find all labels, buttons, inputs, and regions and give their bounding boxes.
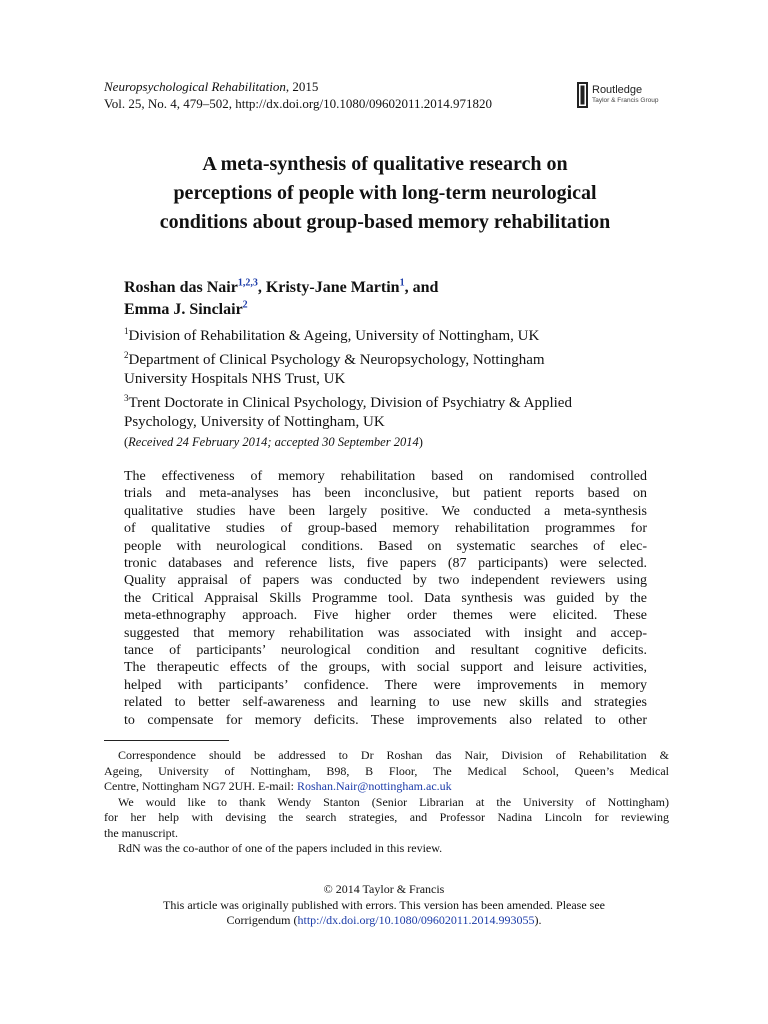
affiliation-cont: University Hospitals NHS Trust, UK bbox=[124, 371, 346, 387]
abstract-line: tronic databases and reference lists, five papers (87 participants) were selected. bbox=[124, 556, 647, 572]
footnote-line: Ageing, University of Nottingham, B98, B Floor, The Medical School, Queen’s Medical bbox=[104, 763, 669, 778]
title-line: conditions about group-based memory rehabilitation bbox=[159, 211, 611, 233]
received-paren: ) bbox=[418, 435, 423, 449]
copyright-block bbox=[0, 882, 768, 929]
routledge-mark-icon bbox=[576, 82, 589, 108]
received-paren: ( bbox=[124, 435, 129, 449]
footnote-line bbox=[104, 779, 669, 795]
abstract-line: related to better self-awareness and learning to use new skills and strategies bbox=[124, 695, 647, 711]
affiliation bbox=[124, 346, 684, 370]
author-affil-link[interactable]: 1 bbox=[399, 277, 405, 289]
footnotes bbox=[104, 748, 669, 857]
abstract-line: tance of participants’ neurological condition and resultant cognitive deficits. bbox=[124, 643, 647, 659]
corrigendum-text: Corrigendum ( bbox=[226, 913, 298, 927]
erratum-note: This article was originally published with errors. This version has been amended. Please see bbox=[163, 897, 605, 912]
abstract-line: The therapeutic effects of the groups, with social support and leisure activities, bbox=[124, 660, 647, 676]
footnote-line: for her help with devising the search strategies, and Professor Nadina Lincoln for reviewing bbox=[104, 810, 669, 824]
footnote-line: RdN was the co-author of one of the papers included in this review. bbox=[118, 841, 443, 855]
footnote-divider bbox=[104, 740, 229, 741]
abstract-line: meta-ethnography approach. Five higher order themes were elicited. These bbox=[124, 608, 647, 624]
corrigendum-line bbox=[0, 913, 768, 929]
journal-name: Neuropsychological Rehabilitation bbox=[104, 79, 286, 94]
abstract bbox=[124, 468, 647, 729]
author-name: Emma J. Sinclair bbox=[124, 301, 243, 318]
publisher-subtitle: Taylor & Francis Group bbox=[592, 97, 659, 104]
footnote-line: the manuscript. bbox=[104, 825, 178, 840]
footnote-line: We would like to thank Wendy Stanton (Senior Librarian at the University of Nottingham) bbox=[118, 794, 669, 809]
footnote-line: Correspondence should be addressed to Dr Roshan das Nair, Division of Rehabilitation & bbox=[118, 748, 669, 762]
journal-header bbox=[104, 78, 492, 112]
affiliation-text: Trent Doctorate in Clinical Psychology, Division of Psychiatry & Applied bbox=[128, 395, 572, 411]
abstract-line: helped with participants’ confidence. There were improvements in memory bbox=[124, 677, 647, 693]
email-link[interactable]: Roshan.Nair@nottingham.ac.uk bbox=[296, 779, 452, 793]
affiliation-number: 2 bbox=[124, 350, 129, 360]
author-affil-link[interactable]: 1,2,3 bbox=[237, 277, 258, 289]
abstract-line: people with neurological conditions. Based on systematic searches of elec- bbox=[124, 538, 647, 554]
affiliation-number: 1 bbox=[124, 326, 129, 336]
abstract-line: trials and meta-analyses has been inconclusive, but patient reports based on bbox=[124, 486, 647, 502]
affiliation-number: 3 bbox=[124, 393, 129, 403]
corrigendum-link[interactable]: http://dx.doi.org/10.1080/09602011.2014.993055 bbox=[297, 913, 535, 927]
abstract-line: of qualitative studies of group-based memory rehabilitation programmes for bbox=[124, 521, 647, 537]
affiliation-cont: Psychology, University of Nottingham, UK bbox=[124, 414, 385, 430]
affiliation bbox=[124, 322, 684, 346]
author-list bbox=[124, 277, 684, 321]
paper-title bbox=[90, 150, 680, 237]
affiliation bbox=[124, 389, 684, 413]
author-name: Roshan das Nair bbox=[124, 279, 238, 296]
citation: Vol. 25, No. 4, 479–502, http://dx.doi.org/10.1080/09602011.2014.971820 bbox=[104, 96, 492, 111]
abstract-line: Quality appraisal of papers was conducted by two independent reviewers using bbox=[124, 573, 647, 589]
title-line: perceptions of people with long-term neurological bbox=[173, 182, 597, 204]
affiliation-text: Department of Clinical Psychology & Neuropsychology, Nottingham bbox=[128, 352, 545, 368]
publisher-logo bbox=[576, 82, 676, 108]
abstract-line: The effectiveness of memory rehabilitation based on randomised controlled bbox=[124, 469, 647, 484]
affiliation-text: Division of Rehabilitation & Ageing, University of Nottingham, UK bbox=[128, 328, 540, 344]
received-text: Received 24 February 2014; accepted 30 September 2014 bbox=[128, 435, 419, 449]
abstract-line: the Critical Appraisal Skills Programme tool. Data synthesis was guided by the bbox=[124, 590, 647, 606]
author-affil-link[interactable]: 2 bbox=[242, 299, 248, 311]
title-line: A meta-synthesis of qualitative research on bbox=[202, 153, 568, 175]
affiliations bbox=[124, 322, 684, 432]
received-dates bbox=[124, 435, 423, 450]
copyright-line: © 2014 Taylor & Francis bbox=[323, 882, 445, 896]
author-separator: , and bbox=[404, 279, 439, 296]
abstract-line: qualitative studies have been largely positive. We conducted a meta-synthesis bbox=[124, 503, 647, 519]
journal-year: , 2015 bbox=[285, 79, 319, 94]
corrigendum-text: ). bbox=[534, 913, 542, 927]
author-name: , Kristy-Jane Martin bbox=[257, 279, 400, 296]
publisher-name: Routledge bbox=[592, 84, 643, 96]
footnote-text: Centre, Nottingham NG7 2UH. E-mail: bbox=[104, 779, 297, 793]
abstract-line: suggested that memory rehabilitation was associated with insight and accep- bbox=[124, 625, 647, 641]
abstract-line: to compensate for memory deficits. These improvements also related to other bbox=[124, 712, 647, 728]
